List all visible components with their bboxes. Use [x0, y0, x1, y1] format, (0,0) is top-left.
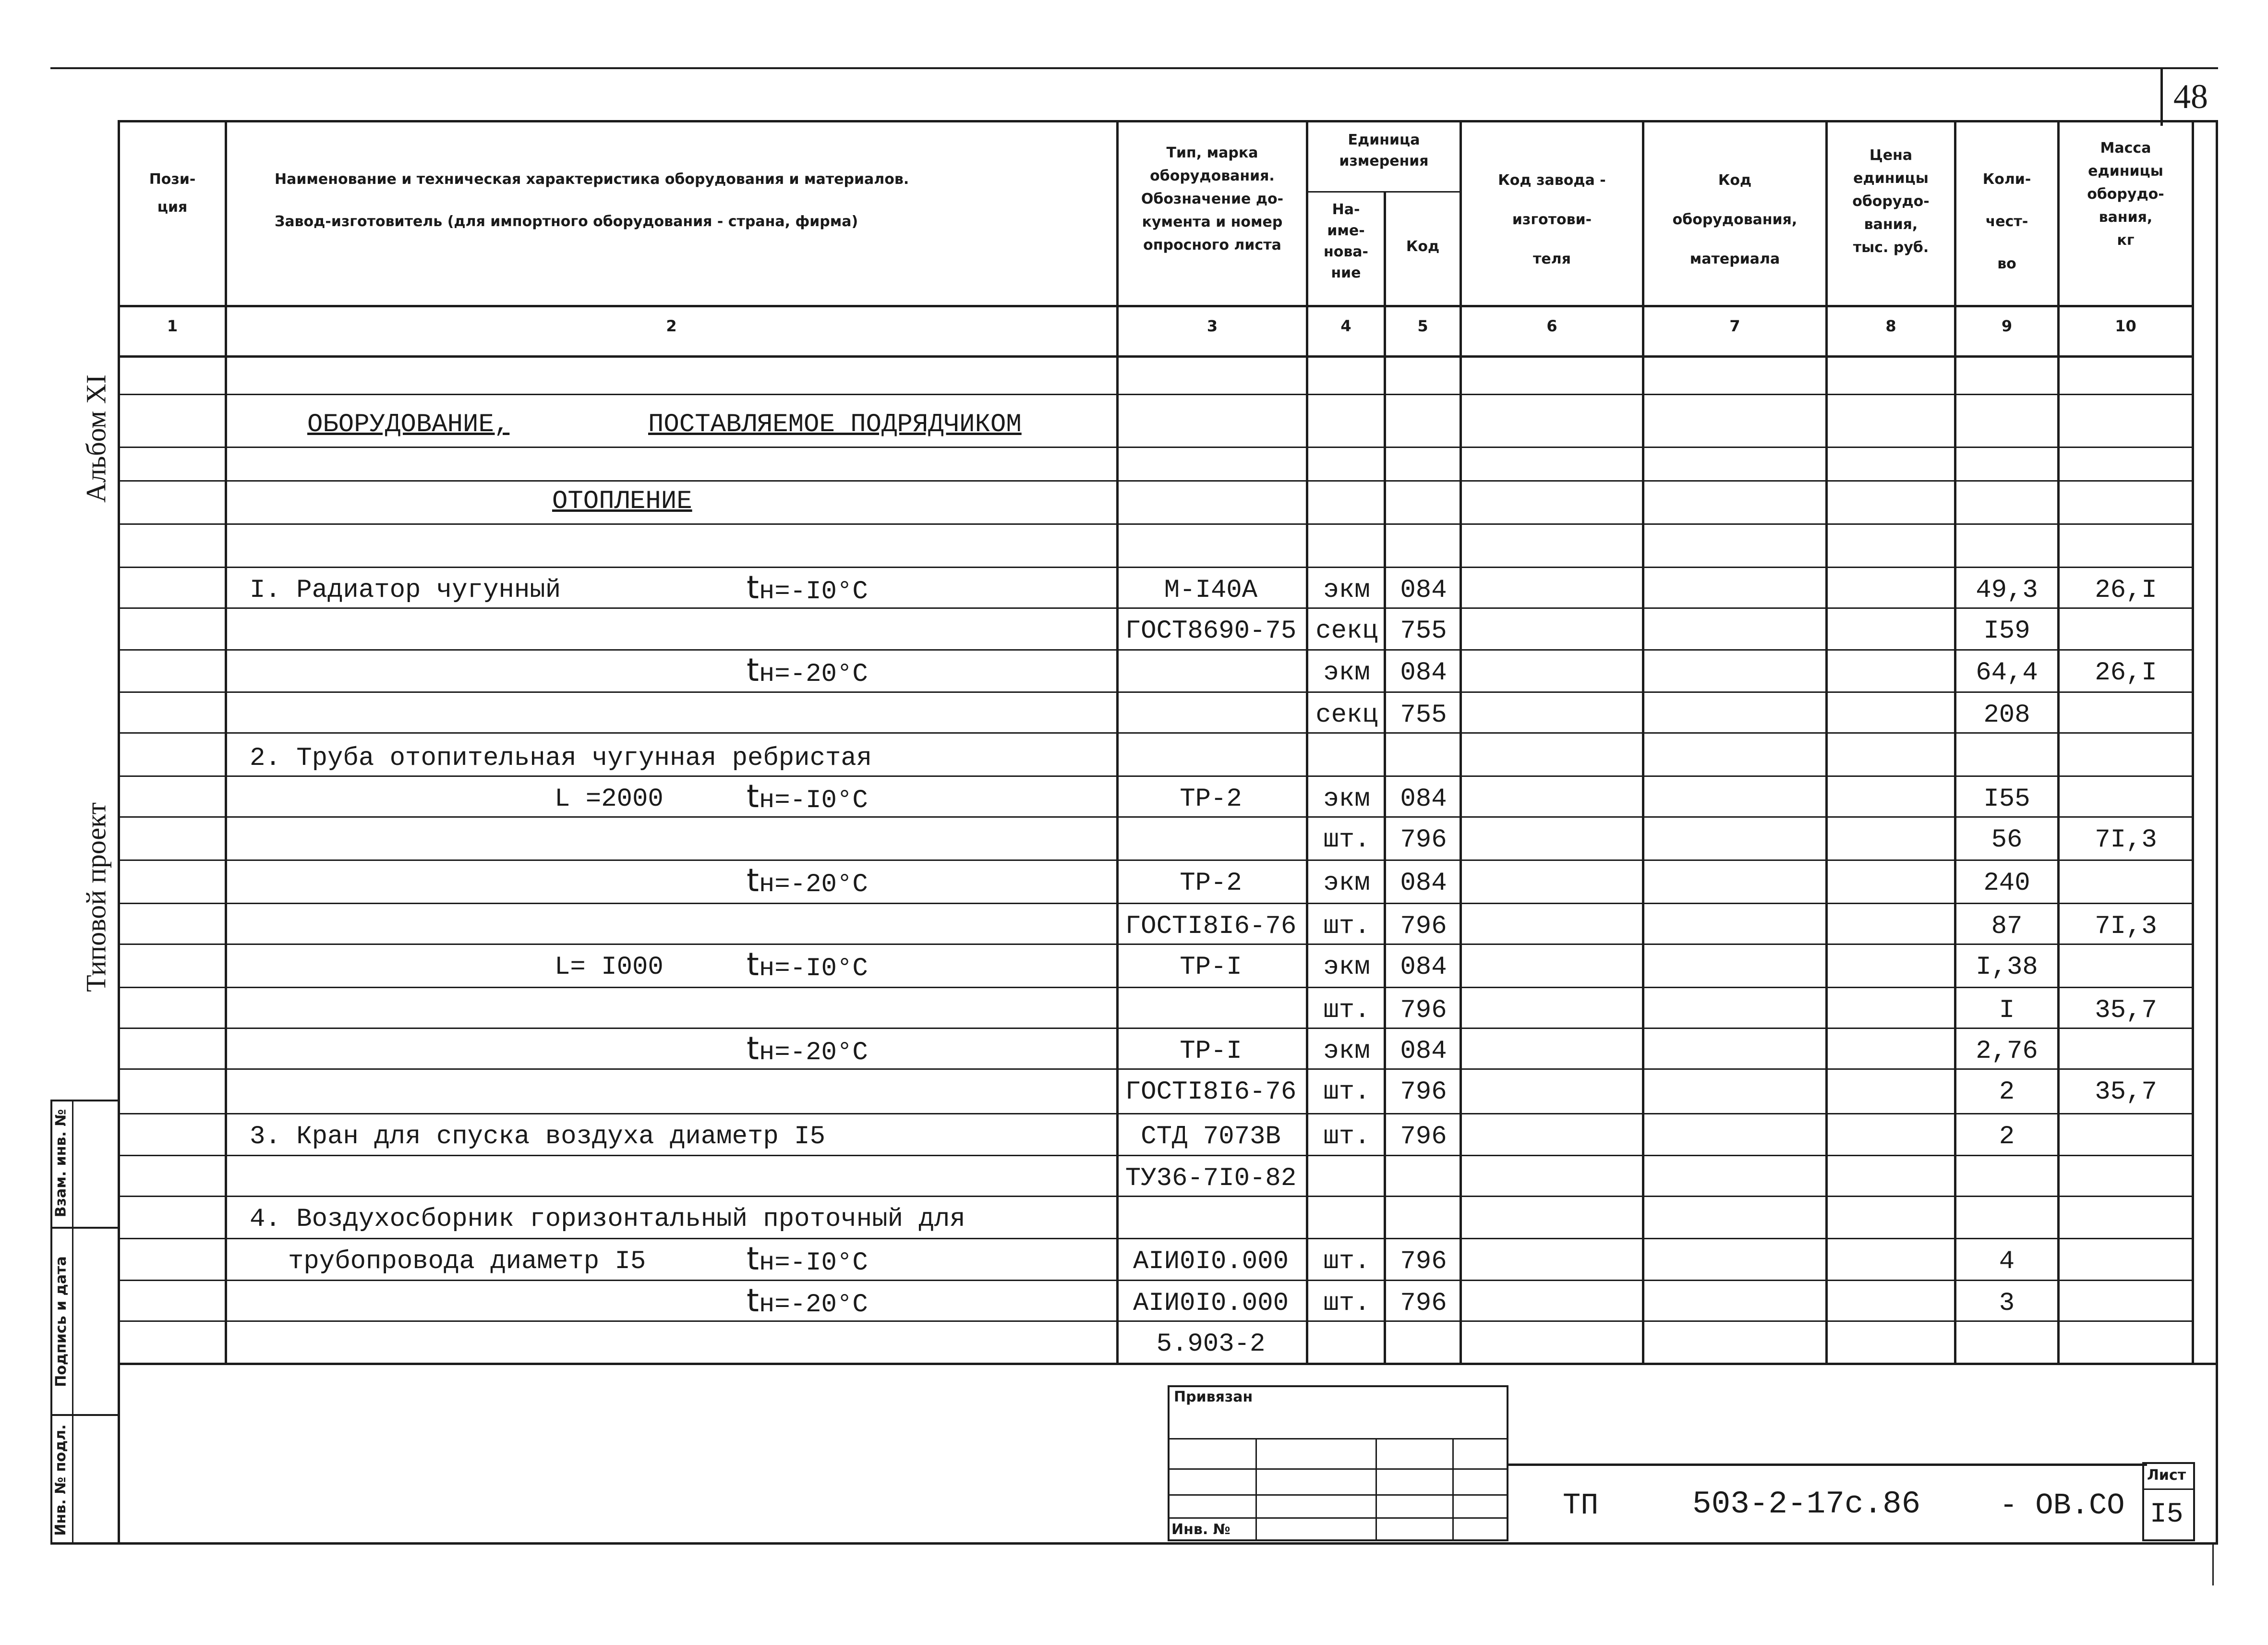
item-type: ТУ36-7I0-82 — [1125, 1164, 1297, 1193]
item-temperature: tн=-20°C — [747, 1030, 868, 1067]
item-quantity: 64,4 — [1976, 658, 2038, 688]
item-temperature: tн=-I0°C — [747, 569, 868, 606]
privyazan-label: Привязан — [1174, 1389, 1253, 1405]
item-mass: 7I,3 — [2095, 825, 2157, 855]
stamp-strip-divider — [72, 1100, 73, 1544]
item-quantity: 56 — [1991, 825, 2023, 855]
item-quantity: 4 — [1999, 1247, 2015, 1276]
col-numbers-bottom — [119, 355, 2193, 358]
hdr-col2: Наименование и техническая характеристика оборудования и материалов. Завод-изготовитель (для импортного оборудования - страна, фирма) — [275, 171, 909, 230]
privyazan-line-2 — [1168, 1468, 1508, 1470]
hdr-col8: Цена единицы оборудо- вания, тыс. руб. — [1852, 147, 1930, 256]
item-mass: 7I,3 — [2095, 912, 2157, 941]
row-line — [119, 1113, 2193, 1114]
row-line — [119, 943, 2193, 945]
item-unit: секц — [1315, 701, 1378, 730]
row-line — [119, 480, 2193, 482]
item-name: I. Радиатор чугунный — [250, 576, 561, 605]
col-number-7: 7 — [1729, 317, 1740, 335]
sheet-label: Лист — [2147, 1467, 2186, 1484]
row-line — [119, 816, 2193, 818]
row-line — [119, 859, 2193, 861]
designation-top-line — [1508, 1464, 2147, 1466]
col-line-10 — [2192, 121, 2194, 1364]
item-unit: шт. — [1323, 1289, 1370, 1318]
item-unit-code: 084 — [1400, 576, 1447, 605]
item-type: 5.903-2 — [1156, 1330, 1266, 1359]
item-quantity: 2 — [1999, 1122, 2015, 1151]
section-title-2: ПОСТАВЛЯЕМОЕ ПОДРЯДЧИКОМ — [648, 410, 1022, 439]
item-unit: секц — [1315, 617, 1378, 646]
item-unit-code: 796 — [1400, 996, 1447, 1025]
item-quantity: 87 — [1991, 912, 2023, 941]
col-number-6: 6 — [1546, 317, 1557, 335]
item-unit-code: 796 — [1400, 1289, 1447, 1318]
item-quantity: 3 — [1999, 1289, 2015, 1318]
item-unit-code: 084 — [1400, 658, 1447, 688]
item-type: СТД 7073В — [1141, 1122, 1281, 1151]
sheet-number: I5 — [2150, 1499, 2184, 1530]
row-line — [119, 1280, 2193, 1281]
item-temperature: tн=-I0°C — [747, 1240, 868, 1278]
item-unit: шт. — [1323, 1077, 1370, 1107]
privyazan-vline-1 — [1255, 1438, 1257, 1541]
item-unit-code: 796 — [1400, 1077, 1447, 1107]
item-unit: экм — [1323, 1037, 1370, 1066]
col-line-1 — [225, 121, 227, 1364]
item-quantity: I — [1999, 996, 2015, 1025]
row-line — [119, 394, 2193, 395]
item-type: ТР-I — [1180, 953, 1242, 982]
hdr-units: Единица измерения — [1339, 132, 1429, 169]
top-rule — [50, 67, 2218, 69]
item-type: АIИ0I0.000 — [1133, 1247, 1289, 1276]
col-number-3: 3 — [1206, 317, 1218, 335]
row-line — [119, 1196, 2193, 1197]
project-code: 503-2-17с.86 — [1692, 1486, 1921, 1522]
item-name: 2. Труба отопительная чугунная ребристая — [250, 744, 872, 773]
privyazan-vline-3 — [1452, 1438, 1454, 1541]
item-type: ТР-2 — [1180, 785, 1242, 814]
row-line — [119, 567, 2193, 568]
item-unit: шт. — [1323, 825, 1370, 855]
row-line — [119, 607, 2193, 609]
item-quantity: I,38 — [1976, 953, 2038, 982]
item-name: 3. Кран для спуска воздуха диаметр I5 — [250, 1122, 825, 1151]
page-number: 48 — [2173, 77, 2208, 116]
item-unit-code: 796 — [1400, 912, 1447, 941]
item-type: АIИ0I0.000 — [1133, 1289, 1289, 1318]
row-line — [119, 987, 2193, 988]
col-line-8 — [1954, 121, 1956, 1364]
item-length: L= I000 — [555, 953, 664, 982]
stamp-row-2 — [50, 1414, 119, 1416]
hdr-col1: Пози- ция — [149, 171, 196, 216]
table-bottom — [119, 1363, 2217, 1365]
privyazan-line-4 — [1168, 1517, 1508, 1519]
item-unit-code: 796 — [1400, 1247, 1447, 1276]
item-temperature: tн=-20°C — [747, 862, 868, 899]
hdr-col5: Код — [1406, 238, 1440, 255]
col-number-2: 2 — [666, 317, 677, 335]
row-line — [119, 903, 2193, 904]
item-mass: 35,7 — [2095, 996, 2157, 1025]
row-line — [119, 1028, 2193, 1029]
hdr-col9: Коли- чест- во — [1982, 171, 2031, 272]
item-mass: 26,I — [2095, 658, 2157, 688]
item-type: ТР-2 — [1180, 869, 1242, 898]
stamp-row-1 — [50, 1227, 119, 1229]
col-line-5 — [1460, 121, 1462, 1364]
row-line — [119, 775, 2193, 777]
col-line-9 — [2057, 121, 2060, 1364]
row-line — [119, 1238, 2193, 1239]
sheet-suffix: - ОВ.СО — [2000, 1488, 2125, 1523]
row-line — [119, 523, 2193, 525]
item-unit-code: 084 — [1400, 869, 1447, 898]
item-type: ГОСТ8690-75 — [1125, 617, 1297, 646]
hdr-col4: На- име- нова- ние — [1323, 201, 1369, 281]
item-unit: экм — [1323, 785, 1370, 814]
item-quantity: 49,3 — [1976, 576, 2038, 605]
item-type: М-I40А — [1164, 576, 1258, 605]
item-mass: 35,7 — [2095, 1077, 2157, 1107]
side-label-project: Типовой проект — [80, 802, 112, 992]
tp-label: ТП — [1563, 1488, 1599, 1523]
col-number-8: 8 — [1885, 317, 1896, 335]
col-line-6 — [1642, 121, 1644, 1364]
sheet-box-divider — [2142, 1488, 2195, 1490]
col-line-4 — [1384, 192, 1386, 1364]
item-unit-code: 755 — [1400, 701, 1447, 730]
item-name: 4. Воздухосборник горизонтальный проточный для — [250, 1205, 965, 1234]
section-title: ОБОРУДОВАНИЕ, — [307, 410, 510, 439]
col-number-4: 4 — [1340, 317, 1351, 335]
privyazan-vline-2 — [1375, 1438, 1377, 1541]
hdr-col3: Тип, марка оборудования. Обозначение до- кумента и номер опросного листа — [1141, 145, 1284, 254]
item-name: трубопровода диаметр I5 — [288, 1247, 646, 1276]
item-type: ГОСТI8I6-76 — [1125, 912, 1297, 941]
hdr-col7: Код оборудования, материала — [1672, 172, 1798, 267]
row-line — [119, 691, 2193, 693]
frame-bottom-border — [50, 1542, 2218, 1545]
item-mass: 26,I — [2095, 576, 2157, 605]
stamp-label-vzam: Взам. инв. № — [52, 1109, 70, 1218]
stamp-label-inv: Инв. № подл. — [52, 1424, 69, 1536]
row-line — [119, 732, 2193, 734]
frame-bottom-tick — [2212, 1542, 2214, 1585]
item-unit: экм — [1323, 658, 1370, 688]
item-temperature: tн=-20°C — [747, 1282, 868, 1319]
row-line — [119, 447, 2193, 448]
item-quantity: 208 — [1983, 701, 2030, 730]
col-line-7 — [1825, 121, 1828, 1364]
item-type: ГОСТI8I6-76 — [1125, 1077, 1297, 1107]
item-length: L =2000 — [555, 785, 664, 814]
hdr-col6: Код завода - изготови- теля — [1498, 172, 1606, 267]
row-line — [119, 1068, 2193, 1070]
col-number-9: 9 — [2001, 317, 2013, 335]
side-label-album: Альбом XI — [80, 374, 112, 503]
item-quantity: 240 — [1983, 869, 2030, 898]
page-number-box-left — [2160, 68, 2163, 126]
col-number-5: 5 — [1417, 317, 1428, 335]
item-unit-code: 084 — [1400, 1037, 1447, 1066]
item-quantity: I55 — [1983, 785, 2030, 814]
col-number-10: 10 — [2115, 317, 2136, 335]
stamp-label-signature: Подпись и дата — [53, 1256, 70, 1387]
item-unit-code: 796 — [1400, 825, 1447, 855]
item-unit: экм — [1323, 576, 1370, 605]
header-bottom — [119, 305, 2193, 307]
privyazan-line-1 — [1168, 1438, 1508, 1439]
inv-label: Инв. № — [1171, 1521, 1231, 1538]
item-temperature: tн=-20°C — [747, 652, 868, 689]
item-temperature: tн=-I0°C — [747, 946, 868, 983]
item-unit: экм — [1323, 869, 1370, 898]
item-unit: шт. — [1323, 912, 1370, 941]
item-unit: шт. — [1323, 996, 1370, 1025]
item-unit-code: 084 — [1400, 953, 1447, 982]
hdr-col10: Масса единицы оборудо- вания, кг — [2087, 140, 2164, 249]
item-quantity: 2,76 — [1976, 1037, 2038, 1066]
item-type: ТР-I — [1180, 1037, 1242, 1066]
item-unit: экм — [1323, 953, 1370, 982]
privyazan-line-3 — [1168, 1494, 1508, 1496]
col-number-1: 1 — [167, 317, 178, 335]
item-unit-code: 755 — [1400, 617, 1447, 646]
item-quantity: I59 — [1983, 617, 2030, 646]
item-unit: шт. — [1323, 1122, 1370, 1151]
subsection-title: ОТОПЛЕНИЕ — [552, 487, 692, 516]
item-unit-code: 796 — [1400, 1122, 1447, 1151]
item-temperature: tн=-I0°C — [747, 778, 868, 815]
row-line — [119, 1155, 2193, 1156]
row-line — [119, 649, 2193, 651]
item-unit-code: 084 — [1400, 785, 1447, 814]
row-line — [119, 1320, 2193, 1322]
item-quantity: 2 — [1999, 1077, 2015, 1107]
item-unit: шт. — [1323, 1247, 1370, 1276]
table-top-border — [119, 120, 2217, 122]
